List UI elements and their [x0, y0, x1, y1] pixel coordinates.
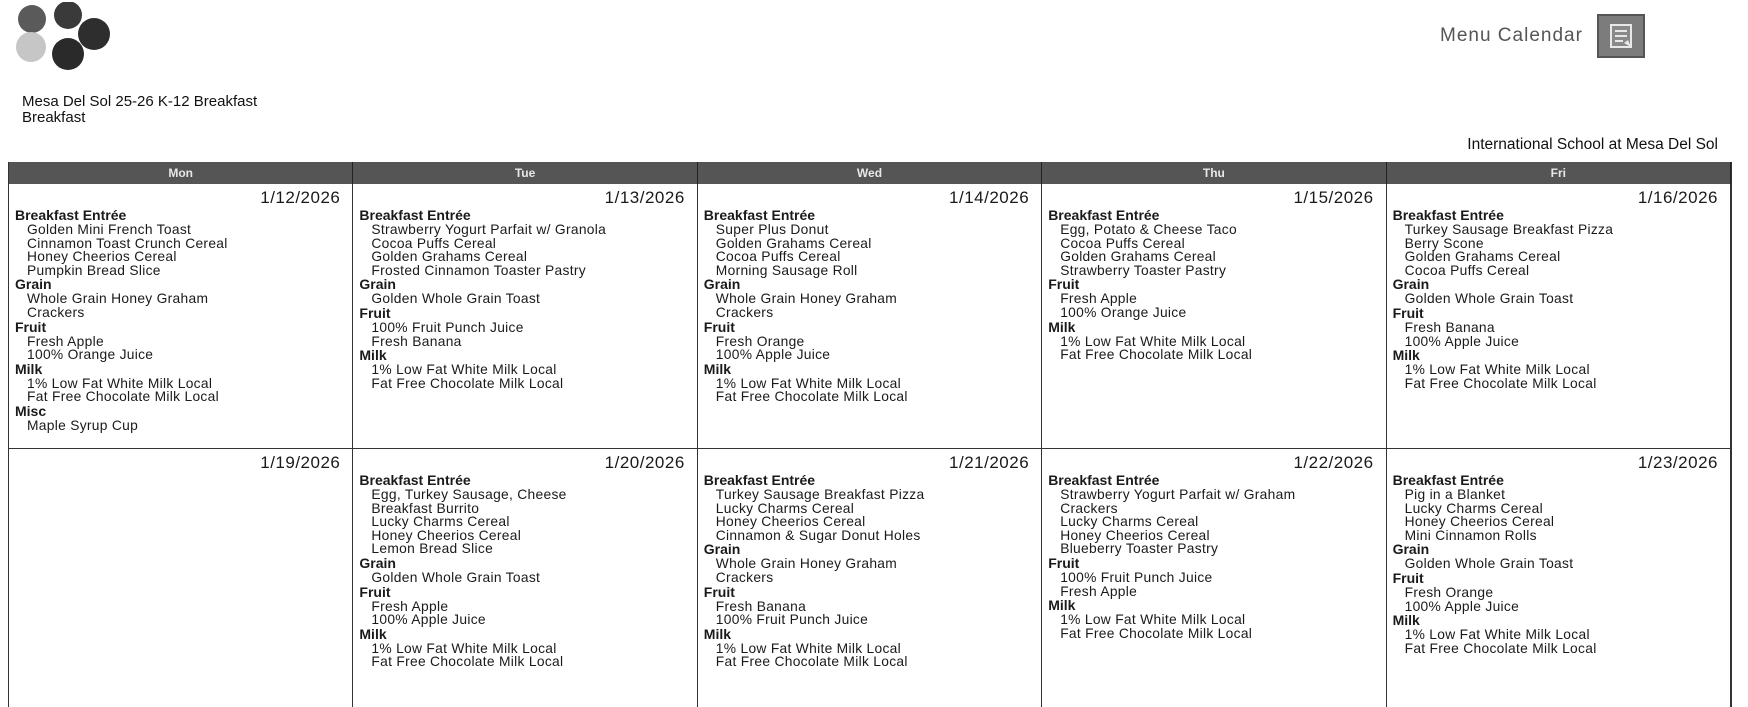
menu-section-heading: Milk	[1392, 347, 1420, 364]
menu-item: Blueberry Toaster Pastry	[1060, 541, 1219, 557]
menu-item: Cinnamon & Sugar Donut Holes	[715, 527, 921, 543]
menu-section-heading: Milk	[1392, 612, 1420, 629]
menu-section-heading: Grain	[359, 554, 396, 571]
day-cell	[353, 449, 697, 707]
menu-item: Honey Cheerios Cereal	[1404, 514, 1555, 530]
menu-item: Fresh Apple	[1060, 583, 1138, 599]
day-date: 1/13/2026	[604, 188, 685, 207]
menu-item: 1% Low Fat White Milk Local	[1404, 627, 1590, 643]
menu-section-heading: Breakfast Entrée	[359, 207, 471, 223]
school-logo	[12, 2, 122, 72]
school-name: International School at Mesa Del Sol	[1467, 136, 1718, 153]
day-date: 1/23/2026	[1637, 453, 1718, 472]
day-date: 1/14/2026	[949, 188, 1030, 207]
menu-section-heading: Grain	[703, 541, 741, 558]
day-header-fri: Fri	[1387, 162, 1731, 184]
menu-section-heading: Milk	[1048, 597, 1076, 614]
day-date: 1/21/2026	[949, 453, 1030, 472]
menu-section-heading: Breakfast Entrée	[1048, 472, 1160, 488]
menu-item: 100% Apple Juice	[1404, 333, 1520, 349]
menu-section-heading: Breakfast Entrée	[359, 472, 471, 488]
menu-item: Fresh Apple	[371, 598, 449, 614]
menu-item: Golden Whole Grain Toast	[371, 291, 541, 307]
menu-section-heading: Milk	[15, 360, 43, 377]
menu-item: Strawberry Toaster Pastry	[1060, 262, 1227, 278]
menu-item: 1% Low Fat White Milk Local	[1060, 612, 1246, 628]
menu-item: Honey Cheerios Cereal	[371, 527, 522, 543]
menu-item: 100% Fruit Punch Juice	[371, 319, 524, 335]
menu-item: Cocoa Puffs Cereal	[1404, 262, 1530, 278]
day-cell	[698, 184, 1042, 449]
menu-calendar-control[interactable]	[1440, 14, 1645, 58]
day-date: 1/19/2026	[260, 453, 341, 472]
menu-item: Fat Free Chocolate Milk Local	[1404, 640, 1597, 656]
menu-item: 1% Low Fat White Milk Local	[1060, 333, 1246, 349]
menu-item: Berry Scone	[1404, 235, 1484, 251]
menu-section-heading: Breakfast Entrée	[1392, 207, 1504, 223]
menu-item: 1% Low Fat White Milk Local	[27, 375, 213, 391]
menu-item: Whole Grain Honey Graham	[715, 556, 898, 572]
menu-item: Fat Free Chocolate Milk Local	[1404, 375, 1597, 391]
menu-item: Pig in a Blanket	[1404, 487, 1506, 502]
menu-section-heading: Grain	[703, 276, 741, 293]
menu-item: Lucky Charms Cereal	[715, 500, 855, 516]
day-date: 1/20/2026	[604, 453, 685, 472]
menu-item: Fresh Banana	[1404, 319, 1495, 335]
menu-item: Fat Free Chocolate Milk Local	[1060, 347, 1253, 363]
menu-section-heading: Fruit	[359, 583, 391, 600]
menu-item: Egg, Turkey Sausage, Cheese	[371, 487, 567, 502]
menu-section-heading: Grain	[15, 276, 52, 293]
menu-item: Cocoa Puffs Cereal	[715, 249, 841, 265]
menu-item: Fresh Apple	[1060, 291, 1138, 307]
menu-item: 1% Low Fat White Milk Local	[715, 640, 902, 656]
menu-section-heading: Grain	[1392, 276, 1430, 293]
menu-item: Turkey Sausage Breakfast Pizza	[715, 487, 925, 502]
menu-item: Frosted Cinnamon Toaster Pastry	[371, 262, 586, 278]
logo-circles-icon	[12, 2, 122, 72]
menu-item: Super Plus Donut	[715, 222, 829, 237]
menu-item: Golden Whole Grain Toast	[371, 569, 541, 585]
menu-section-heading: Grain	[359, 276, 396, 293]
menu-item: 100% Fruit Punch Juice	[1060, 569, 1213, 585]
menu-item: Cocoa Puffs Cereal	[1060, 235, 1185, 251]
menu-section-heading: Breakfast Entrée	[1048, 207, 1160, 223]
menu-item: Breakfast Burrito	[371, 500, 480, 516]
day-date: 1/16/2026	[1637, 188, 1718, 207]
day-cell	[698, 449, 1042, 707]
menu-item: Golden Whole Grain Toast	[1404, 291, 1574, 307]
menu-section-heading: Breakfast Entrée	[703, 207, 816, 223]
menu-item: Strawberry Yogurt Parfait w/ Graham	[1060, 487, 1296, 502]
menu-item: Morning Sausage Roll	[715, 262, 858, 278]
menu-item: Golden Grahams Cereal	[1404, 249, 1561, 265]
menu-item: Cinnamon Toast Crunch Cereal	[27, 235, 228, 251]
menu-section-heading: Misc	[15, 402, 47, 419]
menu-calendar-grid	[8, 162, 1732, 707]
menu-section-heading: Fruit	[1048, 554, 1080, 571]
menu-item: Turkey Sausage Breakfast Pizza	[1404, 222, 1614, 237]
menu-item: Honey Cheerios Cereal	[715, 514, 866, 530]
menu-item: Whole Grain Honey Graham	[27, 291, 209, 307]
menu-item: Fresh Banana	[715, 598, 807, 614]
menu-section-heading: Breakfast Entrée	[15, 207, 127, 223]
menu-item: Egg, Potato & Cheese Taco	[1060, 222, 1237, 237]
menu-item: Crackers	[715, 304, 774, 320]
menu-item: Lemon Bread Slice	[371, 541, 494, 557]
day-cell	[9, 449, 353, 707]
menu-section-heading: Breakfast Entrée	[703, 472, 816, 488]
menu-section-heading: Grain	[1392, 541, 1430, 558]
day-cell	[1042, 184, 1386, 449]
day-header-wed: Wed	[698, 162, 1042, 184]
menu-item: Whole Grain Honey Graham	[715, 291, 898, 307]
menu-item: Fat Free Chocolate Milk Local	[371, 375, 564, 391]
menu-item: 1% Low Fat White Milk Local	[1404, 362, 1590, 378]
menu-item: Fat Free Chocolate Milk Local	[715, 654, 908, 670]
day-cell	[1387, 449, 1731, 707]
menu-item: Lucky Charms Cereal	[1060, 514, 1199, 530]
menu-item: 100% Apple Juice	[371, 612, 486, 628]
day-header-tue: Tue	[353, 162, 697, 184]
menu-section-heading: Milk	[359, 347, 387, 364]
menu-item: Lucky Charms Cereal	[1404, 500, 1543, 516]
menu-title-block	[22, 94, 257, 126]
menu-section-heading: Fruit	[703, 583, 735, 600]
menu-item: 1% Low Fat White Milk Local	[371, 362, 557, 378]
menu-item: Honey Cheerios Cereal	[27, 249, 177, 265]
menu-section-heading: Fruit	[359, 304, 391, 321]
menu-section-heading: Fruit	[1048, 276, 1080, 293]
day-cell	[353, 184, 697, 449]
menu-item: Fat Free Chocolate Milk Local	[27, 389, 219, 405]
menu-section-heading: Milk	[703, 625, 732, 642]
menu-item: 1% Low Fat White Milk Local	[715, 375, 902, 391]
menu-section-heading: Milk	[359, 625, 387, 642]
menu-item: Maple Syrup Cup	[27, 417, 139, 433]
menu-item: Crackers	[27, 304, 85, 320]
menu-section-heading: Milk	[703, 360, 732, 377]
menu-item: Golden Grahams Cereal	[371, 249, 528, 265]
menu-item: Golden Mini French Toast	[27, 222, 192, 237]
menu-item: Crackers	[715, 569, 774, 585]
menu-section-heading: Fruit	[1392, 304, 1424, 321]
menu-item: 100% Apple Juice	[1404, 598, 1520, 614]
menu-item: Fresh Orange	[1404, 584, 1494, 600]
day-date: 1/12/2026	[260, 188, 341, 207]
day-date: 1/22/2026	[1293, 453, 1374, 472]
day-cell	[9, 184, 353, 449]
day-cell	[1042, 449, 1386, 707]
day-header-mon: Mon	[9, 162, 353, 184]
menu-item: Honey Cheerios Cereal	[1060, 527, 1210, 543]
menu-item: Lucky Charms Cereal	[371, 514, 510, 530]
menu-section-heading: Milk	[1048, 318, 1076, 335]
menu-item: Golden Grahams Cereal	[1060, 249, 1217, 265]
menu-item: Pumpkin Bread Slice	[27, 262, 161, 278]
menu-item: 100% Fruit Punch Juice	[715, 612, 869, 628]
menu-item: Golden Whole Grain Toast	[1404, 556, 1574, 572]
menu-item: Cocoa Puffs Cereal	[371, 235, 497, 251]
menu-item: 100% Apple Juice	[715, 347, 831, 363]
menu-item: Fresh Orange	[715, 333, 805, 349]
day-header-thu: Thu	[1042, 162, 1386, 184]
day-cell	[1387, 184, 1731, 449]
menu-item: 1% Low Fat White Milk Local	[371, 640, 557, 656]
menu-section-heading: Fruit	[703, 318, 735, 335]
menu-section-heading: Fruit	[15, 318, 47, 335]
menu-title: Mesa Del Sol 25-26 K-12 Breakfast	[22, 93, 258, 110]
menu-item: Golden Grahams Cereal	[715, 235, 872, 251]
menu-item: Fat Free Chocolate Milk Local	[715, 389, 908, 405]
menu-item: Fat Free Chocolate Milk Local	[1060, 625, 1253, 641]
menu-item: Fresh Apple	[27, 333, 104, 349]
menu-item: 100% Orange Juice	[27, 347, 154, 363]
menu-item: 100% Orange Juice	[1060, 304, 1187, 320]
calendar-document-icon[interactable]	[1597, 14, 1645, 58]
menu-subtitle: Breakfast	[22, 109, 86, 126]
menu-calendar-label[interactable]: Menu Calendar	[1440, 25, 1583, 46]
menu-item: Fresh Banana	[371, 333, 462, 349]
menu-section-heading: Fruit	[1392, 569, 1424, 586]
day-date: 1/15/2026	[1293, 188, 1374, 207]
menu-section-heading: Breakfast Entrée	[1392, 472, 1504, 488]
menu-item: Fat Free Chocolate Milk Local	[371, 654, 564, 670]
menu-item: Strawberry Yogurt Parfait w/ Granola	[371, 222, 607, 237]
menu-item: Crackers	[1060, 500, 1118, 516]
menu-item: Mini Cinnamon Rolls	[1404, 527, 1537, 543]
